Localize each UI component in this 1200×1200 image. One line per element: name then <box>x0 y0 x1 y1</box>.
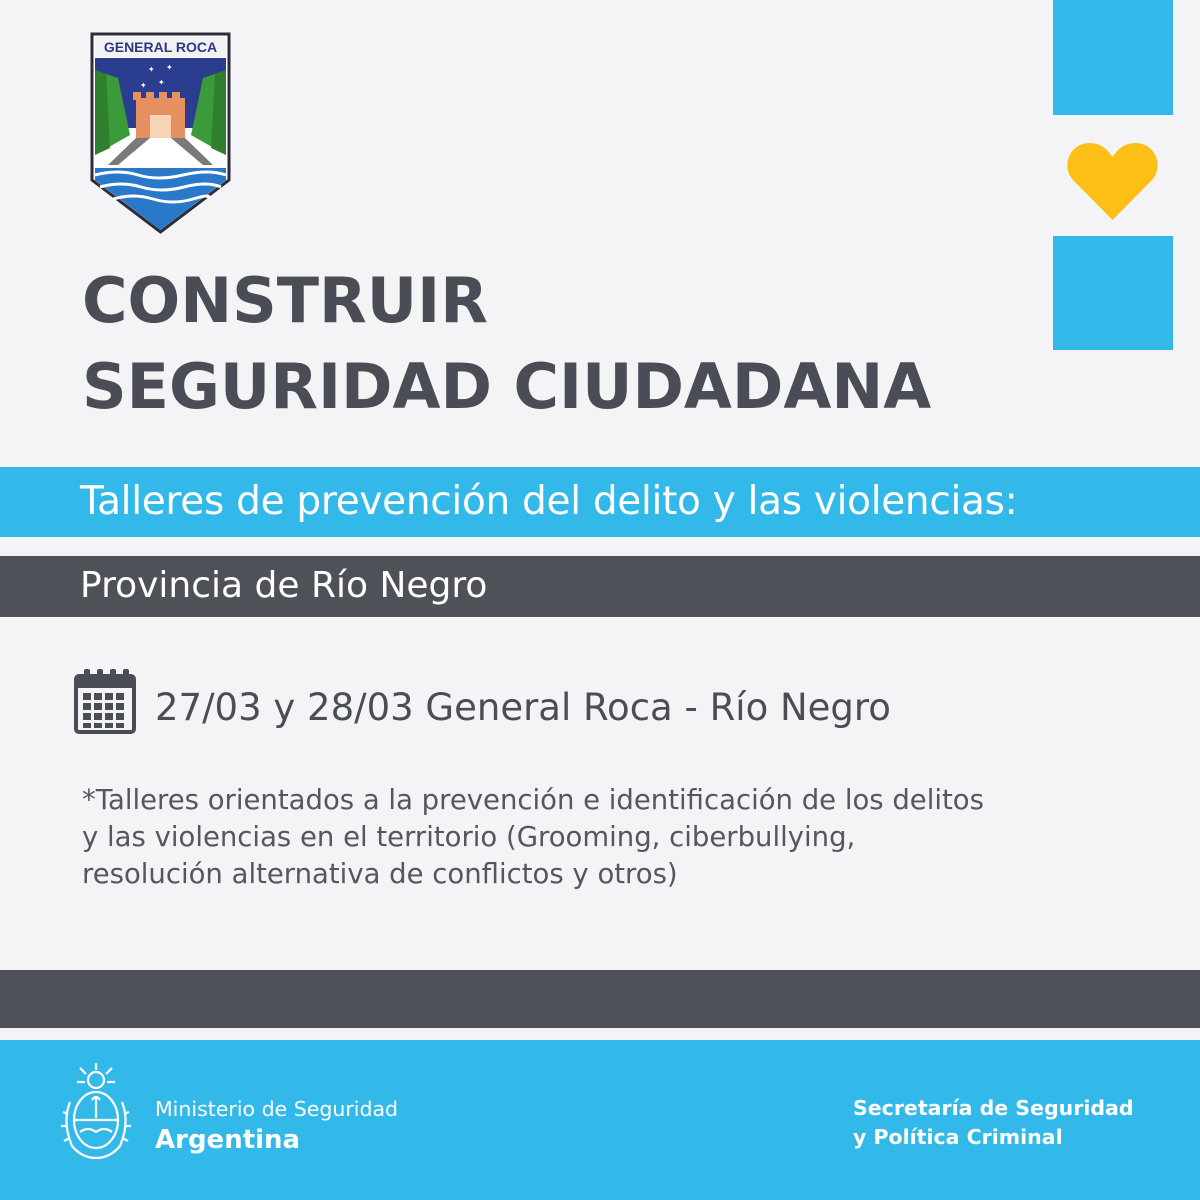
calendar-icon <box>74 668 136 734</box>
secretariat-line-1: Secretaría de Seguridad <box>853 1096 1134 1120</box>
note-line: y las violencias en el territorio (Grooming, ciberbullying, <box>82 821 856 853</box>
ministry-line-2: Argentina <box>155 1125 301 1155</box>
argentina-coat-of-arms-icon <box>58 1062 134 1162</box>
heart-icon <box>1065 140 1160 222</box>
subtitle-band <box>0 467 1200 537</box>
workshop-note <box>82 782 1142 893</box>
flag-stripe-top <box>1053 0 1173 115</box>
ministry-name <box>155 1097 398 1155</box>
note-line: *Talleres orientados a la prevención e identificación de los delitos <box>82 784 984 816</box>
secretariat-line-2: y Política Criminal <box>853 1125 1063 1149</box>
svg-text:✦: ✦ <box>148 65 155 74</box>
footer-divider-band <box>0 970 1200 1028</box>
ministry-line-1: Ministerio de Seguridad <box>155 1097 399 1121</box>
svg-text:✦: ✦ <box>158 78 165 87</box>
subtitle-text: Talleres de prevención del delito y las violencias: <box>80 479 1018 524</box>
province-text: Provincia de Río Negro <box>80 565 488 606</box>
province-band <box>0 556 1200 617</box>
note-line: resolución alternativa de conflictos y otros) <box>82 858 678 890</box>
title-line-2: SEGURIDAD CIUDADANA <box>82 350 932 423</box>
flag-stripe-bottom <box>1053 236 1173 350</box>
svg-text:✦: ✦ <box>166 63 173 72</box>
secretariat-name <box>853 1094 1134 1152</box>
crest-label: GENERAL ROCA <box>103 39 218 55</box>
title-line-1: CONSTRUIR <box>82 264 488 337</box>
event-date-location: 27/03 y 28/03 General Roca - Río Negro <box>155 686 891 729</box>
general-roca-crest <box>88 30 233 235</box>
svg-text:✦: ✦ <box>140 81 147 90</box>
